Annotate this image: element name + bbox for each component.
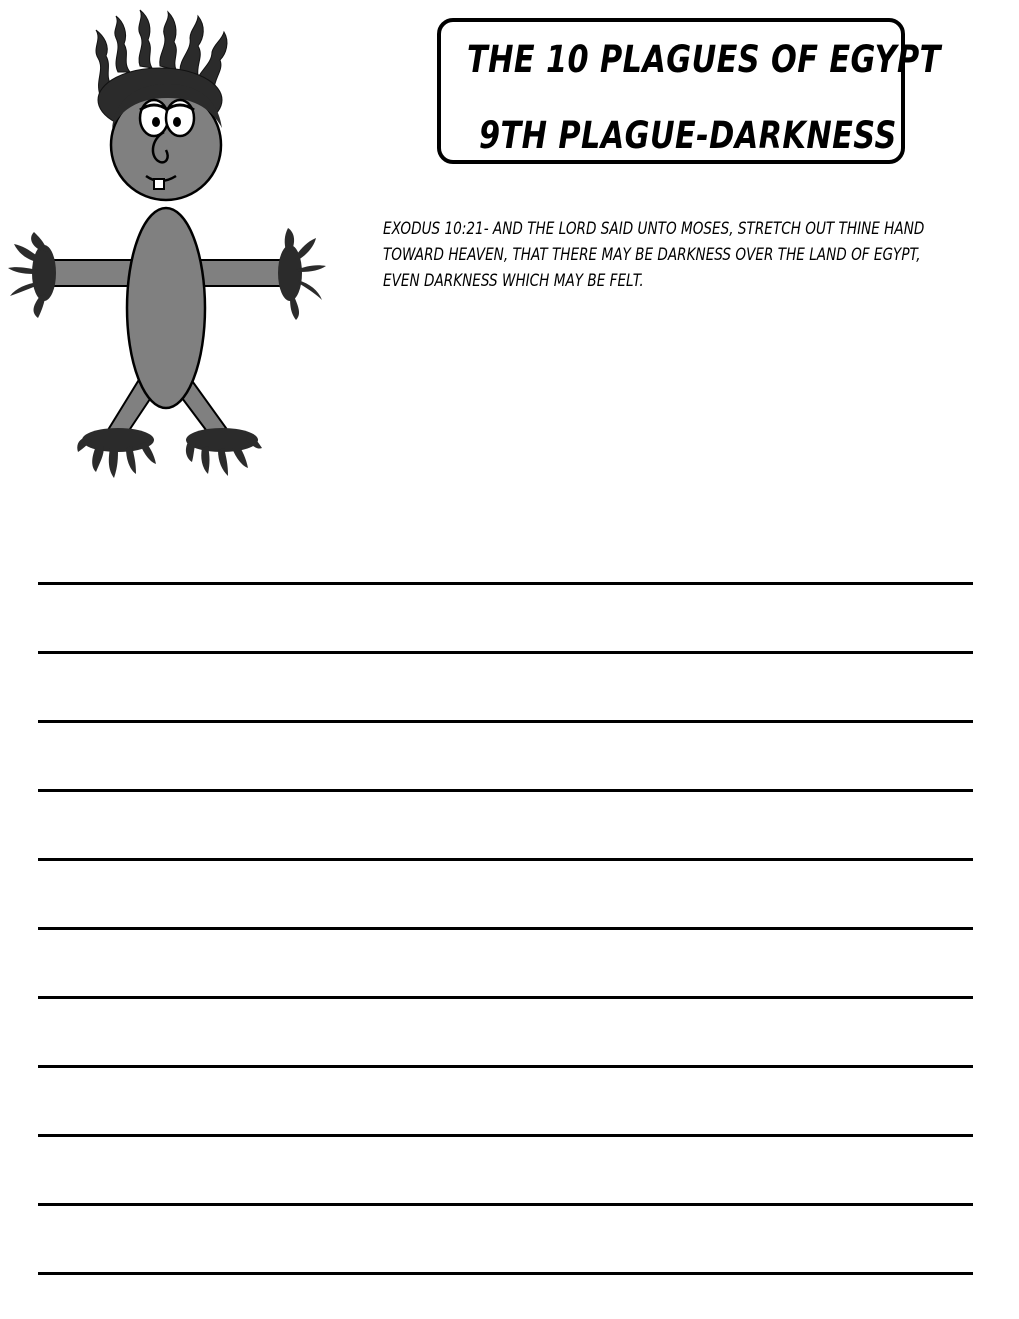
verse-line: EVEN DARKNESS WHICH MAY BE FELT. [383,271,644,291]
writing-line [38,789,973,792]
writing-line [38,1272,973,1275]
left-hand-icon [8,232,56,318]
scripture-verse [383,216,991,294]
writing-line [38,927,973,930]
writing-line [38,651,973,654]
writing-line [38,720,973,723]
right-hand-icon [278,228,326,320]
title-box [437,18,941,164]
page-title: THE 10 PLAGUES OF EGYPT [467,38,941,81]
page-subtitle: 9TH PLAGUE-DARKNESS [479,114,897,157]
writing-line [38,1065,973,1068]
cartoon-figure-icon [0,0,340,490]
right-foot-icon [186,428,262,476]
left-foot-icon [77,428,156,478]
writing-line [38,1203,973,1206]
left-arm-icon [52,260,134,286]
verse-line: TOWARD HEAVEN, THAT THERE MAY BE DARKNESS OVER THE LAND OF EGYPT, [383,245,921,265]
writing-line [38,582,973,585]
right-arm-icon [200,260,282,286]
body-icon [127,208,205,408]
verse-line: EXODUS 10:21- AND THE LORD SAID UNTO MOSES, STRETCH OUT THINE HAND [383,219,925,239]
writing-line [38,996,973,999]
writing-line [38,1134,973,1137]
writing-line [38,858,973,861]
